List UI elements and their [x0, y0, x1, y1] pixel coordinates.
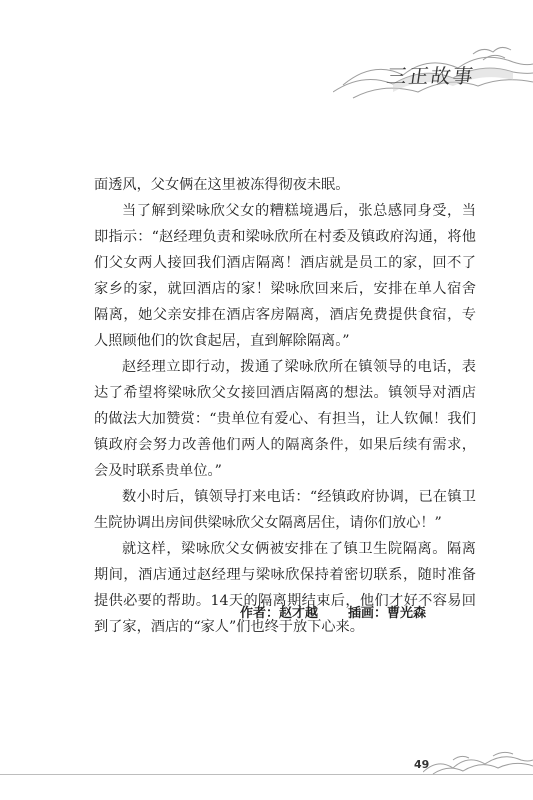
page-number: 49 [414, 758, 430, 771]
paragraph: 当了解到梁咏欣父女的糟糕境遇后，张总感同身受，当即指示：“赵经理负责和梁咏欣所在村委及镇政府沟通，将他们父女两人接回我们酒店隔离！酒店就是员工的家，回不了家乡的家，就回酒店的家！梁咏欣回来后，安排在单人宿舍隔离，她父亲安排在酒店客房隔离，酒店免费提供食宿，专人照顾他们的饮食起居，直到解除隔离。” [94, 203, 476, 349]
paragraph: 赵经理立即行动，拨通了梁咏欣所在镇领导的电话，表达了希望将梁咏欣父女接回酒店隔离的想法。镇领导对酒店的做法大加赞赏：“贵单位有爱心、有担当，让人钦佩！我们镇政府会努力改善他们两人的隔离条件，如果后续有需求，会及时联系贵单位。” [94, 359, 476, 479]
byline [240, 602, 480, 621]
author-credit: 作者：赵才越 [240, 606, 319, 621]
wave-decoration [423, 748, 533, 776]
paragraph: 就这样，梁咏欣父女俩被安排在了镇卫生院隔离。隔离期间，酒店通过赵经理与梁咏欣保持着密切联系，随时准备提供必要的帮助。14天的隔离期结束后，他们才好不容易回到了家，酒店的“家人”们也终于放下心来。 [94, 541, 476, 635]
paragraph: 数小时后，镇领导打来电话：“经镇政府协调，已在镇卫生院协调出房间供梁咏欣父女隔离居住，请你们放心！” [94, 489, 476, 531]
article-body [94, 172, 476, 640]
paragraph: 面透风，父女俩在这里被冻得彻夜未眠。 [94, 177, 350, 193]
illustrator-credit: 插画：曹光森 [348, 606, 427, 621]
section-title: 三正故事 [385, 64, 477, 88]
